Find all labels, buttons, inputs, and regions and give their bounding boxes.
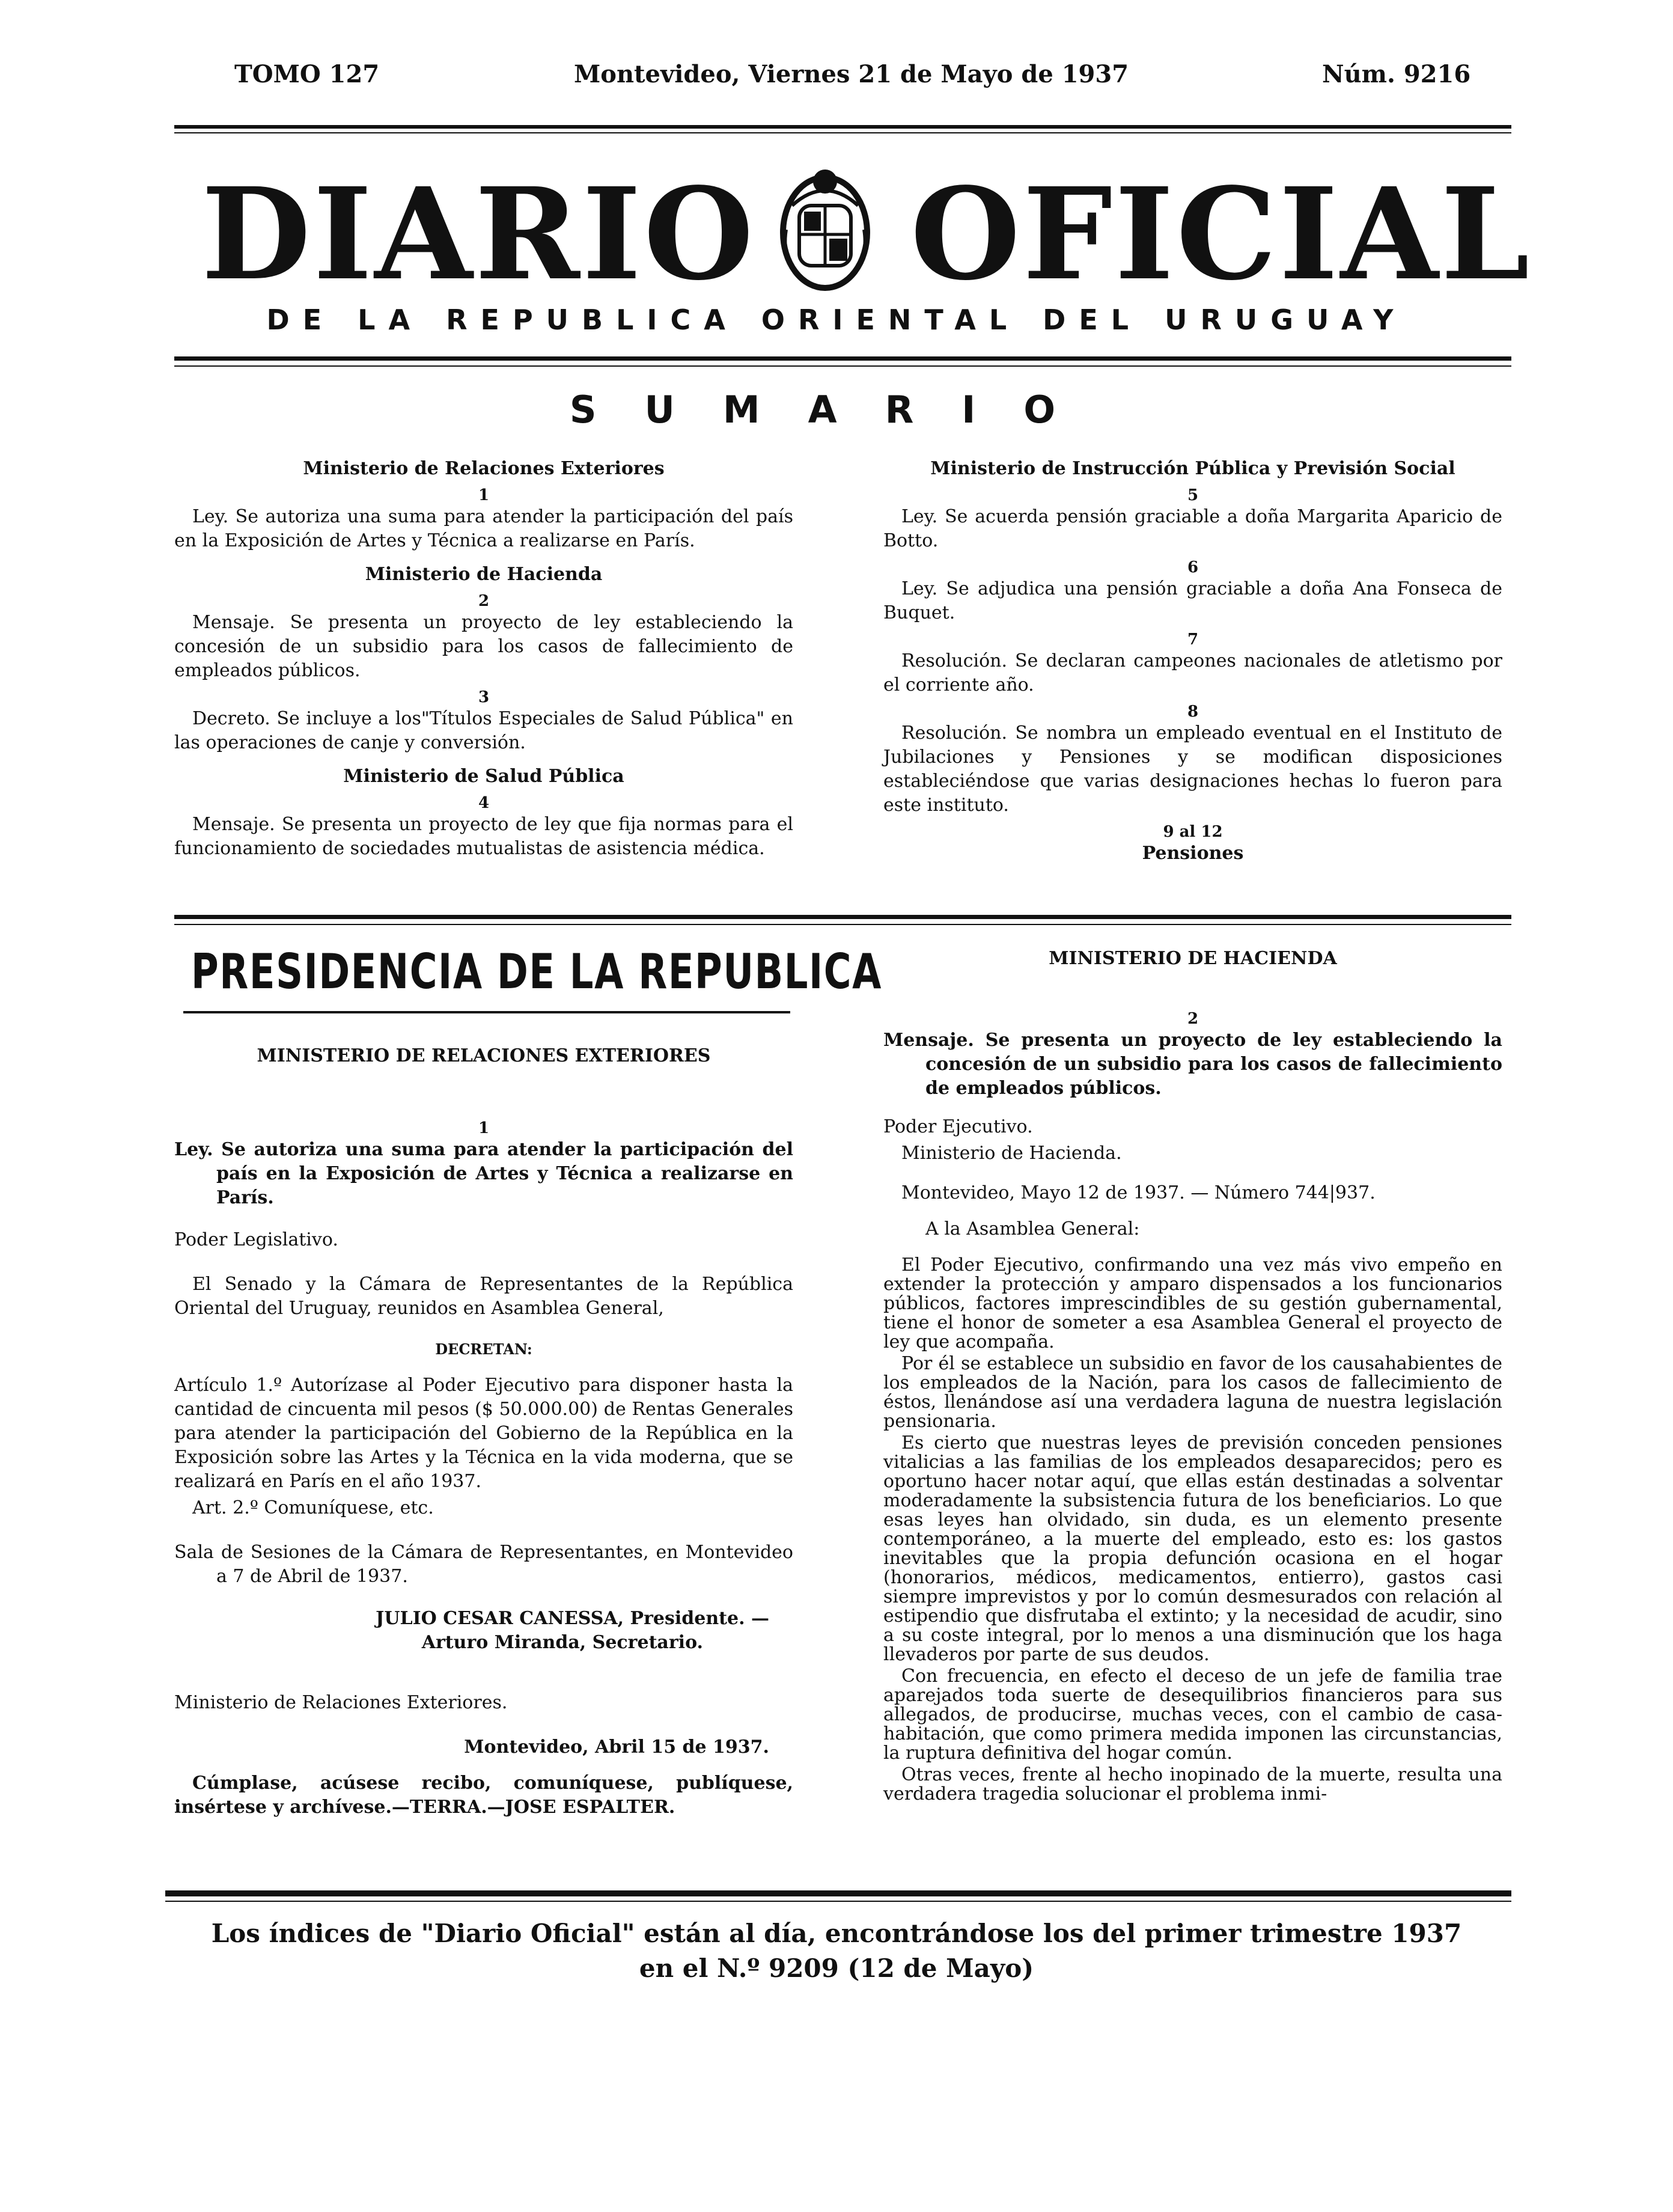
signature-president: JULIO CESAR CANESSA, Presidente. — xyxy=(376,1608,769,1629)
article-number: 2 xyxy=(1187,1010,1199,1028)
sumario-ministry-heading: Ministerio de Relaciones Exteriores xyxy=(303,458,665,479)
article-1: Artículo 1.º Autorízase al Poder Ejecutivo para disponer hasta la cantidad de cincuenta mil pesos ($ 50.000.00) de Rentas Generales para atender la participación del Gobierno de la República en la Exposición sobre las Artes y la Técnica en la vida moderna, que se realizará en París en el año 1937. xyxy=(174,1375,793,1492)
ministry-heading: MINISTERIO DE HACIENDA xyxy=(1049,948,1337,969)
sumario-item: Mensaje. Se presenta un proyecto de ley que fija normas para el funcionamiento de sociedades mutualistas de asistencia médica. xyxy=(174,814,793,859)
issue-date: Montevideo, Viernes 21 de Mayo de 1937 xyxy=(574,60,1129,88)
signoff-date: Montevideo, Abril 15 de 1937. xyxy=(464,1737,769,1758)
header-rule xyxy=(174,125,1511,129)
article-lead: Ley. Se autoriza una suma para atender la participación del país en la Exposición de Artes y Técnica a realizarse en París. xyxy=(174,1139,793,1208)
masthead-subtitle: DE LA REPUBLICA ORIENTAL DEL URUGUAY xyxy=(266,304,1407,336)
poder-label: Poder Legislativo. xyxy=(174,1229,338,1250)
article-2: Art. 2.º Comuníquese, etc. xyxy=(192,1497,434,1518)
section-rule-thin xyxy=(174,924,1511,925)
sumario-item-number: 6 xyxy=(1187,558,1199,576)
sumario-ministry-heading: Ministerio de Hacienda xyxy=(365,564,603,585)
sumario-item: Ley. Se acuerda pensión graciable a doña Margarita Aparicio de Botto. xyxy=(883,506,1502,551)
paragraph-3: Es cierto que nuestras leyes de previsión conceden pensiones vitalicias a las familias de los empleados desaparecidos; pero es oportuno hacer notar aquí, que ellas están destinadas a solventar moderadamente la subsistencia futura de los beneficiarios. Lo que esas leyes han olvidado, sin duda, es un elemento presente contemporáneo, a la muerte del empleado, esto es: los gastos inevitables que la propia defunción ocasiona en el hogar (honorarios, médicos, medicamentos, entierro), gastos casi siempre imprevistos y por lo común desmesurados con relación al estipendio que disfrutaba el extinto; y la necesidad de acudir, sino a su coste integral, por lo menos a una disminución que los haga llevaderos por parte de sus deudos. xyxy=(883,1432,1502,1665)
footer-line-2: en el N.º 9209 (12 de Mayo) xyxy=(639,1954,1034,1983)
sumario-item-number: 9 al 12 xyxy=(1163,823,1223,841)
sumario-title: SUMARIO xyxy=(569,388,1104,432)
ministry-signoff: Ministerio de Relaciones Exteriores. xyxy=(174,1692,508,1713)
sumario-item-number: 8 xyxy=(1187,703,1199,721)
right-article xyxy=(883,947,1502,1806)
sumario-item: Ley. Se autoriza una suma para atender la participación del país en la Exposición de Artes y Técnica a realizarse en París. xyxy=(174,506,793,551)
coat-of-arms-icon xyxy=(774,163,876,296)
section-title-underline xyxy=(183,1011,790,1013)
article-number: 1 xyxy=(478,1119,490,1137)
sumario-item: Decreto. Se incluye a los"Títulos Especiales de Salud Pública" en las operaciones de canje y conversión. xyxy=(174,708,793,753)
sumario-item: Resolución. Se declaran campeones nacionales de atletismo por el corriente año. xyxy=(883,650,1502,695)
preamble: El Senado y la Cámara de Representantes de la República Oriental del Uruguay, reunidos en Asamblea General, xyxy=(174,1274,793,1319)
footer-rule xyxy=(165,1890,1511,1896)
footer-line-1: Los índices de "Diario Oficial" están al día, encontrándose los del primer trimestre 1937 xyxy=(211,1919,1462,1948)
volume-label: TOMO 127 xyxy=(234,60,380,88)
decretan-label: DECRETAN: xyxy=(435,1340,532,1358)
sumario-item-number: 2 xyxy=(478,592,490,610)
paragraph-4: Con frecuencia, en efecto el deceso de un jefe de familia trae aparejados toda suerte de desequilibrios financieros para sus allegados, de producirse, muchas veces, con el cambio de casa-habitación, que como primera medida imponen las circunstancias, la ruptura definitiva del hogar común. xyxy=(883,1666,1502,1764)
ministry-line: Ministerio de Hacienda. xyxy=(901,1143,1122,1164)
sumario-item-number: 4 xyxy=(478,794,490,812)
header-rule-thin xyxy=(174,132,1511,133)
sumario-item-number: 3 xyxy=(478,688,490,706)
sumario-item: Pensiones xyxy=(1142,843,1244,864)
masthead-rule-thin xyxy=(174,365,1511,367)
sumario-ministry-heading: Ministerio de Instrucción Pública y Previsión Social xyxy=(930,458,1455,479)
issue-number: Núm. 9216 xyxy=(1322,60,1471,88)
signature-secretary: Arturo Miranda, Secretario. xyxy=(421,1632,703,1653)
sumario-item: Mensaje. Se presenta un proyecto de ley estableciendo la concesión de un subsidio para los casos de fallecimiento de empleados públicos. xyxy=(174,612,793,681)
footer-rule-thin xyxy=(165,1901,1511,1902)
sumario-item-number: 5 xyxy=(1187,486,1199,504)
paragraph-1: El Poder Ejecutivo, confirmando una vez más vivo empeño en extender la protección y amparo dispensados a los funcionarios públicos, factores imprescindibles de su gestión gubernamental, tiene el honor de someter a esa Asamblea General el proyecto de ley que acompaña. xyxy=(883,1254,1502,1352)
poder-label: Poder Ejecutivo. xyxy=(883,1116,1033,1137)
masthead-rule xyxy=(174,356,1511,361)
footer-notice xyxy=(0,1916,1673,1986)
paragraph-5: Otras veces, frente al hecho inopinado de la muerte, resulta una verdadera tragedia solucionar el problema inmi- xyxy=(883,1764,1502,1804)
sumario-item: Resolución. Se nombra un empleado eventual en el Instituto de Jubilaciones y Pensiones y se modifican disposiciones estableciéndose que varias designaciones hechas lo fueron para este instituto. xyxy=(883,723,1502,816)
sala-de-sesiones: Sala de Sesiones de la Cámara de Representantes, en Montevideo a 7 de Abril de 1937. xyxy=(174,1542,793,1587)
masthead-diario: DIARIO xyxy=(201,160,756,308)
section-title: PRESIDENCIA DE LA REPUBLICA xyxy=(191,944,883,1000)
article-lead: Mensaje. Se presenta un proyecto de ley estableciendo la concesión de un subsidio para los casos de fallecimiento de empleados públicos. xyxy=(883,1030,1502,1099)
cumplase-text: Cúmplase, acúsese recibo, comuníquese, publíquese, insértese y archívese.—TERRA.—JOSE ESPALTER. xyxy=(174,1773,793,1818)
sumario-item-number: 1 xyxy=(478,486,490,504)
sumario-ministry-heading: Ministerio de Salud Pública xyxy=(343,766,624,787)
sumario-item-number: 7 xyxy=(1187,631,1199,649)
masthead-oficial: OFICIAL xyxy=(910,160,1532,308)
left-article xyxy=(174,1037,793,1822)
dateline: Montevideo, Mayo 12 de 1937. — Número 744|937. xyxy=(901,1182,1376,1203)
sumario-item: Ley. Se adjudica una pensión graciable a doña Ana Fonseca de Buquet. xyxy=(883,578,1502,623)
sumario-right-column xyxy=(883,457,1502,866)
sumario-left-column xyxy=(174,457,793,863)
salutation: A la Asamblea General: xyxy=(925,1218,1140,1239)
ministry-heading: MINISTERIO DE RELACIONES EXTERIORES xyxy=(257,1045,711,1066)
section-rule xyxy=(174,915,1511,919)
paragraph-2: Por él se establece un subsidio en favor de los causahabientes de los empleados de la Nación, para los casos de fallecimiento de éstos, llenándose así una verdadera laguna de nuestra legislación pensionaria. xyxy=(883,1353,1502,1432)
